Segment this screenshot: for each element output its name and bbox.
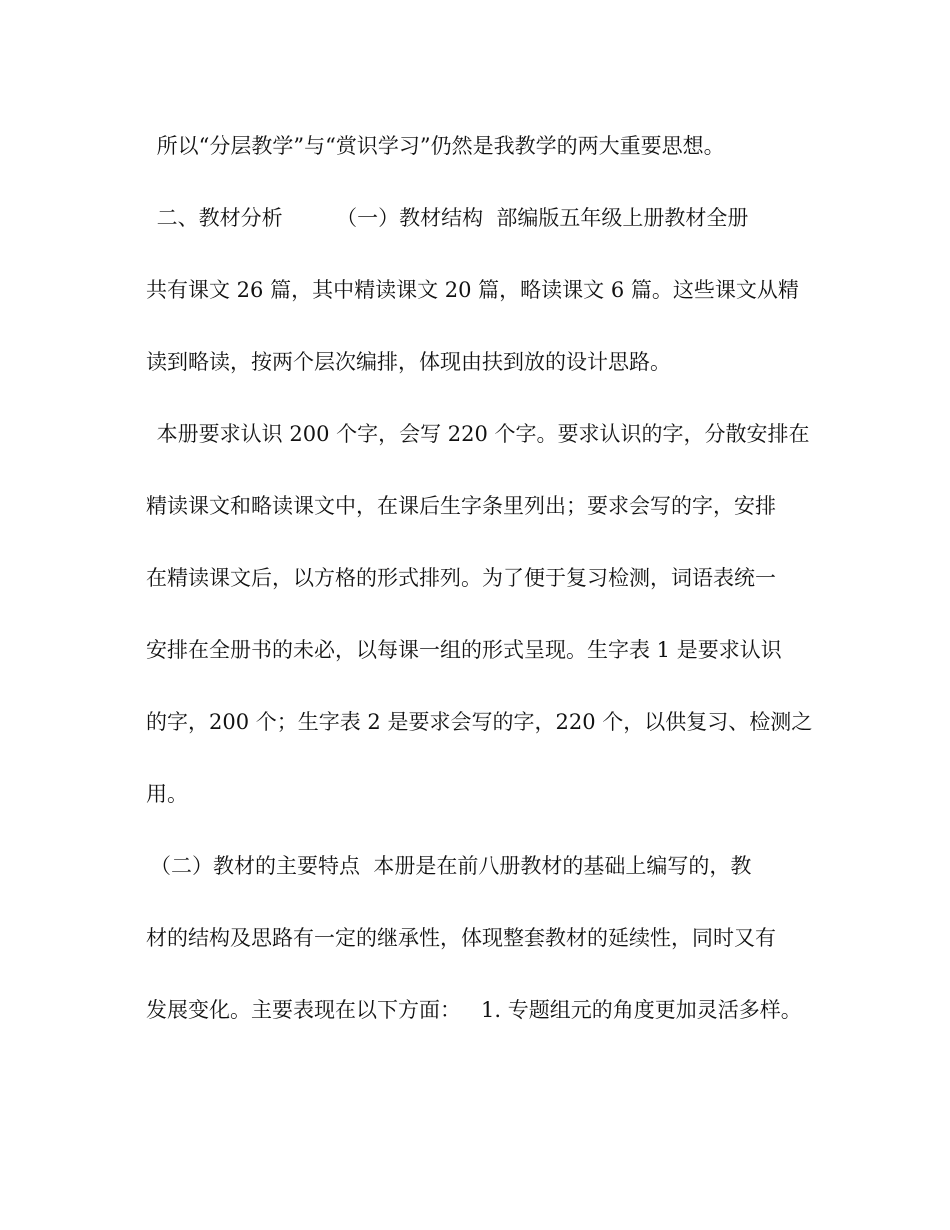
text-line: 读到略读，按两个层次编排，体现由扶到放的设计思路。 — [146, 350, 671, 374]
text-line: 的字，200 个；生字表 2 是要求会写的字，220 个，以供复习、检测之 — [146, 710, 813, 734]
text-line: 材的结构及思路有一定的继承性，体现整套教材的延续性，同时又有 — [146, 926, 776, 950]
text-line: 共有课文 26 篇，其中精读课文 20 篇，略读课文 6 篇。这些课文从精 — [146, 278, 799, 302]
text-line: 本册要求认识 200 个字，会写 220 个字。要求认识的字，分散安排在 — [150, 422, 810, 446]
text-line: 安排在全册书的未必，以每课一组的形式呈现。生字表 1 是要求认识 — [146, 638, 782, 662]
text-line: （二）教材的主要特点 本册是在前八册教材的基础上编写的，教 — [150, 854, 752, 878]
text-line: 用。 — [146, 782, 188, 806]
text-line: 发展变化。主要表现在以下方面： 1. 专题组元的角度更加灵活多样。 — [146, 998, 802, 1022]
text-line: 精读课文和略读课文中，在课后生字条里列出；要求会写的字，安排 — [146, 494, 776, 518]
text-line: 在精读课文后，以方格的形式排列。为了便于复习检测，词语表统一 — [146, 566, 776, 590]
text-line: 所以“分层教学”与“赏识学习”仍然是我教学的两大重要思想。 — [150, 134, 725, 158]
text-line: 二、教材分析 （一）教材结构 部编版五年级上册教材全册 — [150, 206, 749, 230]
